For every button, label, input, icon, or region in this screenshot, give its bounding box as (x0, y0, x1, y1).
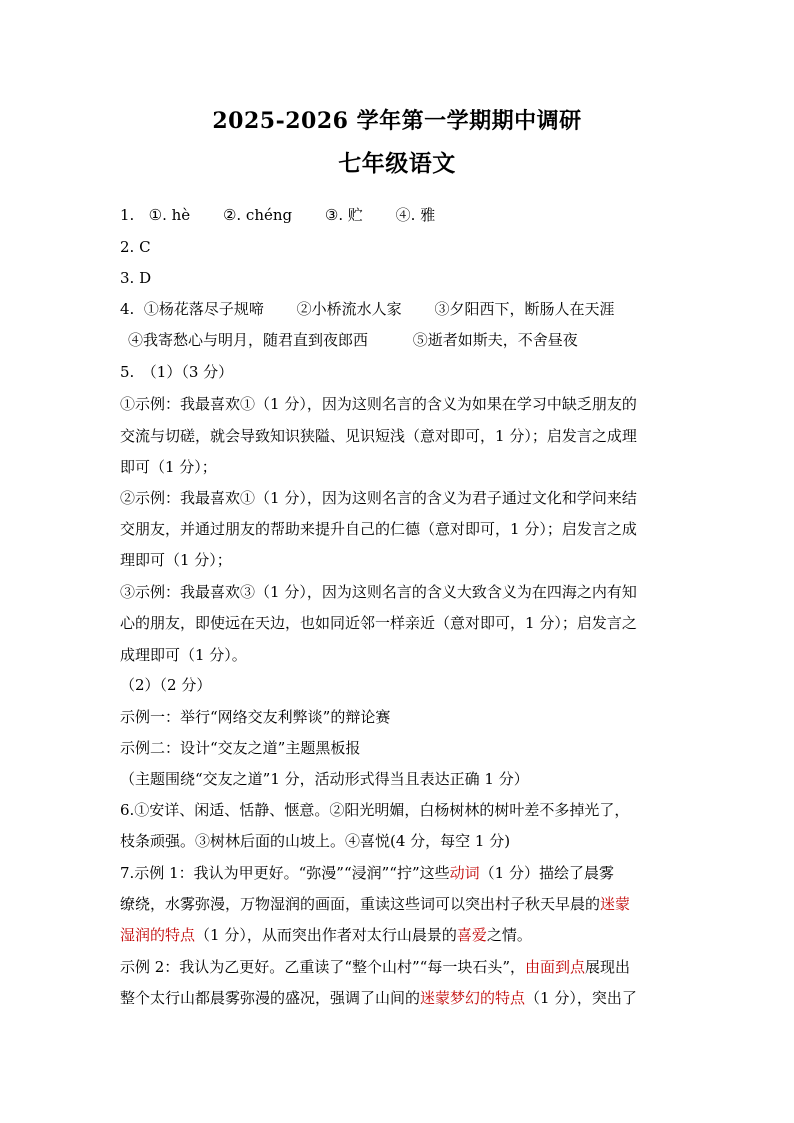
answer-4-c: ③夕阳西下，断肠人在天涯 (434, 300, 615, 318)
answer-5-suggestion-2: 示例二：设计“交友之道”主题黑板报 (120, 739, 361, 757)
answer-5-example-3-line-1: ③示例：我最喜欢③（1 分），因为这则名言的含义大致含义为在四海之内有知 (120, 583, 637, 601)
answer-7-text: 缭绕，水雾弥漫，万物湿润的画面，重读这些词可以突出村子秋天早晨的 (120, 895, 601, 913)
page-title: 2025-2026 学年第一学期期中调研 (212, 108, 582, 134)
answer-7-text: 整个太行山都晨雾弥漫的盛况，强调了山间的 (120, 989, 421, 1007)
answer-4-d: ④我寄愁心与明月，随君直到夜郎西 (128, 331, 369, 349)
answer-5-example-3-line-3: 成理即可（1 分）。 (120, 646, 247, 664)
answer-7-line-1 (120, 863, 680, 883)
answer-5-part-1-header: 5. （1）（3 分） (120, 363, 234, 381)
answer-7-text: 7.示例 1：我认为甲更好。“弥漫”“浸润”“拧”这些 (120, 864, 450, 882)
answer-4-a: ①杨花落尽子规啼 (143, 300, 264, 318)
page-subtitle: 七年级语文 (338, 150, 456, 177)
answer-5-example-2-line-3: 理即可（1 分）； (120, 551, 232, 569)
emphasis-text: 迷蒙 (600, 895, 631, 913)
answer-5-example-2-line-2: 交朋友，并通过朋友的帮助来提升自己的仁德（意对即可，1 分）；启发言之成 (120, 520, 637, 538)
answer-4-line-2 (128, 330, 688, 350)
answer-1-b: ②. chéng (222, 206, 293, 224)
answer-7-line-4 (120, 957, 680, 977)
emphasis-text: 喜爱 (456, 926, 487, 944)
answer-5-example-1-line-1: ①示例：我最喜欢①（1 分），因为这则名言的含义为如果在学习中缺乏朋友的 (120, 395, 637, 413)
answer-7-text: 示例 2：我认为乙更好。乙重读了“整个山村”“每一块石头”， (120, 958, 525, 976)
emphasis-text: 由面到点 (525, 958, 586, 976)
answer-5-part-2-header: （2）（2 分） (120, 676, 212, 694)
answer-7-text: （1 分），突出了 (525, 989, 637, 1007)
emphasis-text: 动词 (449, 864, 480, 882)
answer-7-text: 展现出 (585, 958, 631, 976)
emphasis-text: 迷蒙梦幻的特点 (420, 989, 526, 1007)
answer-6-line-2: 枝条顽强。③树林后面的山坡上。④喜悦(4 分，每空 1 分) (120, 832, 511, 850)
answer-2: 2. C (120, 238, 151, 256)
answer-4-number: 4. (120, 300, 135, 318)
answer-5-example-1-line-2: 交流与切磋，就会导致知识狭隘、见识短浅（意对即可，1 分）；启发言之成理 (120, 427, 637, 445)
answer-5-example-1-line-3: 即可（1 分）； (120, 458, 217, 476)
answer-4-b: ②小桥流水人家 (296, 300, 402, 318)
answer-1-number: 1. (120, 206, 135, 224)
answer-6-line-1: 6.①安详、闲适、恬静、惬意。②阳光明媚，白杨树林的树叶差不多掉光了， (120, 801, 630, 819)
answer-5-example-3-line-2: 心的朋友，即使远在天边，也如同近邻一样亲近（意对即可，1 分）；启发言之 (120, 614, 637, 632)
answer-5-suggestion-1: 示例一：举行“网络交友利弊谈”的辩论赛 (120, 708, 391, 726)
answer-7-line-3 (120, 925, 680, 945)
answer-7-line-2 (120, 894, 680, 914)
answer-1-d: ④. 雅 (395, 206, 436, 224)
answer-7-text: （1 分）描绘了晨雾 (479, 864, 614, 882)
emphasis-text: 湿润的特点 (120, 926, 196, 944)
answer-4-e: ⑤逝者如斯夫，不舍昼夜 (412, 331, 578, 349)
answer-1-c: ③. 贮 (324, 206, 363, 224)
answer-1 (120, 205, 680, 225)
answer-7-text: （1 分），从而突出作者对太行山晨景的 (195, 926, 457, 944)
answer-7-text: 之情。 (486, 926, 532, 944)
answer-5-scoring-note: （主题围绕“交友之道”1 分，活动形式得当且表达正确 1 分） (120, 770, 529, 788)
answer-3: 3. D (120, 269, 152, 287)
answer-7-line-5 (120, 988, 680, 1008)
answer-1-a: ①. hè (148, 206, 191, 224)
answer-4-line-1 (120, 299, 680, 319)
answer-5-example-2-line-1: ②示例：我最喜欢①（1 分），因为这则名言的含义为君子通过文化和学问来结 (120, 489, 637, 507)
